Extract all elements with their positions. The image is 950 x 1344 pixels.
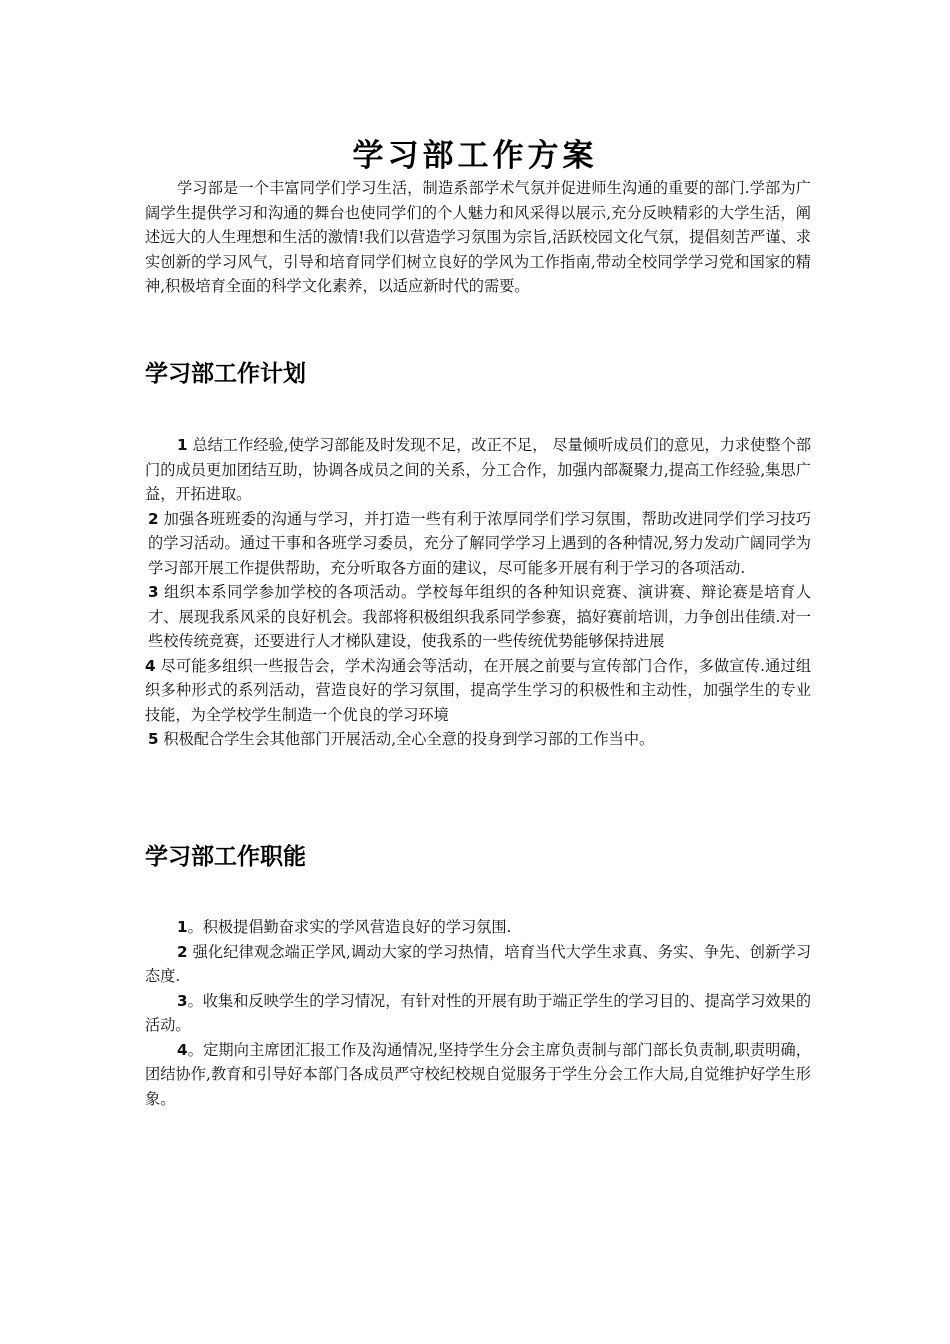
- plan-item: 5 积极配合学生会其他部门开展活动,全心全意的投身到学习部的工作当中。: [148, 730, 655, 748]
- plan-item: 3 组织本系同学参加学校的各项活动。学校每年组织的各种知识竞赛、演讲赛、辩论赛是培育人才、展现我系风采的良好机会。我部将积极组织我系同学参赛，搞好赛前培训，力争创出佳绩.对一些校传统竞赛，还要进行人才梯队建设，使我系的一些传统优势能够保持进展: [148, 583, 812, 650]
- plan-list: [145, 433, 811, 752]
- duties-list: [145, 915, 811, 1111]
- intro-paragraph: 学习部是一个丰富同学们学习生活，制造系部学术气氛并促进师生沟通的重要的部门.学部为广阔学生提供学习和沟通的舞台也使同学们的个人魅力和风采得以展示,充分反映精彩的大学生活，阐述远大的人生理想和生活的激情!我们以营造学习氛围为宗旨,活跃校园文化气氛，提倡刻苦严谨、求实创新的学习风气，引导和培育同学们树立良好的学风为工作指南,带动全校同学学习党和国家的精神,积极培育全面的科学文化素养，以适应新时代的需要。: [145, 179, 811, 295]
- document-title: 学习部工作方案: [352, 138, 598, 174]
- plan-item: 4 尽可能多组织一些报告会，学术沟通会等活动，在开展之前要与宣传部门合作，多做宣传.通过组织多种形式的系列活动，营造良好的学习氛围，提高学生学习的积极性和主动性，加强学生的专业技能，为全学校学生制造一个优良的学习环境: [145, 656, 812, 724]
- duty-item: 2 强化纪律观念端正学风,调动大家的学习热情，培育当代大学生求真、务实、争先、创新学习态度.: [145, 942, 812, 985]
- plan-heading: 学习部工作计划: [145, 361, 306, 387]
- plan-item: 2 加强各班班委的沟通与学习，并打造一些有利于浓厚同学们学习氛围，帮助改进同学们学习技巧的学习活动。通过干事和各班学习委员，充分了解同学学习上遇到的各种情况,努力发动广阔同学为学习部开展工作提供帮助，充分听取各方面的建议，尽可能多开展有利于学习的各项活动.: [148, 509, 812, 577]
- duty-item: 1。积极提倡勤奋求实的学风营造良好的学习氛围.: [177, 918, 512, 936]
- plan-item: 1 总结工作经验,使学习部能及时发现不足，改正不足， 尽量倾听成员们的意见，力求使整个部门的成员更加团结互助，协调各成员之间的关系，分工合作，加强内部凝聚力,提高工作经验,集思广益，开拓进取。: [145, 436, 812, 503]
- duty-item: 3。收集和反映学生的学习情况，有针对性的开展有助于端正学生的学习目的、提高学习效果的活动。: [145, 991, 811, 1034]
- duties-heading: 学习部工作职能: [145, 844, 306, 870]
- duty-item: 4。定期向主席团汇报工作及沟通情况,坚持学生分会主席负责制与部门部长负责制,职责明确，团结协作,教育和引导好本部门各成员严守校纪校规自觉服务于学生分会工作大局,自觉维护好学生形象。: [145, 1040, 811, 1108]
